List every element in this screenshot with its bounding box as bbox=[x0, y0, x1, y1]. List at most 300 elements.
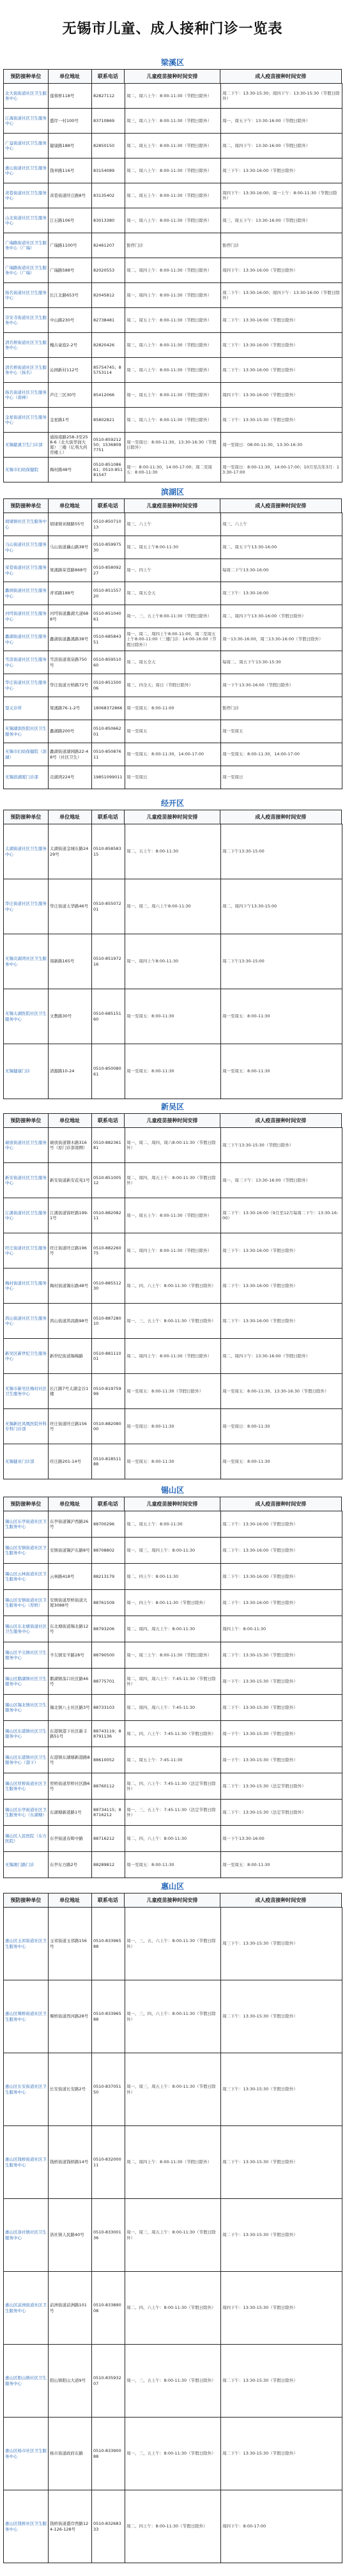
column-header: 预防接种单位 bbox=[4, 70, 49, 83]
unit-address: 广瑞路588号 bbox=[49, 258, 92, 283]
unit-name: 惠山区长安街道社区卫生服务中心 bbox=[4, 2053, 49, 2126]
table-row bbox=[4, 208, 342, 233]
child-schedule: 周二、周四上午：8:00-11:30（节假日除外） bbox=[125, 258, 221, 283]
contact-phone: 0510-85197216 bbox=[92, 934, 125, 989]
table-row bbox=[4, 1826, 342, 1852]
contact-phone: 88790500 bbox=[92, 1642, 125, 1669]
contact-phone: 0510-83390088 bbox=[92, 2418, 125, 2490]
child-schedule: 周三、四全天；周日（节假日除外） bbox=[125, 674, 221, 697]
column-header: 单位地址 bbox=[49, 70, 92, 83]
child-schedule: 周二、周五上午：8:00-11:30 bbox=[125, 1511, 221, 1538]
column-header: 联系电话 bbox=[92, 1497, 125, 1511]
contact-phone: 85802821 bbox=[92, 408, 125, 433]
unit-name: 硕放街道社区卫生服务中心 bbox=[4, 1128, 49, 1163]
unit-name: 惠山街道社区卫生服务中心 bbox=[4, 158, 49, 183]
table-row bbox=[4, 1339, 342, 1374]
unit-name: 旺庄街道社区卫生服务中心 bbox=[4, 1233, 49, 1269]
contact-phone: 0510-83268333 bbox=[92, 2490, 125, 2563]
adult-schedule: 周二下午：13:30-16:00（节假日除外） bbox=[221, 358, 342, 383]
district-name: 新吴区 bbox=[160, 1102, 184, 1111]
unit-name: 山北街道社区卫生服务中心 bbox=[4, 208, 49, 233]
table-row bbox=[4, 1564, 342, 1590]
adult-schedule: 每周二下午13:30-16:00 bbox=[221, 559, 342, 582]
contact-phone: 88760112 bbox=[92, 1773, 125, 1800]
unit-name: 锡山区人民医院（东方医院） bbox=[4, 1826, 49, 1852]
unit-address: 金星路1号 bbox=[49, 408, 92, 433]
table-row bbox=[4, 258, 342, 283]
column-header: 成人疫苗接种时间安排 bbox=[255, 503, 307, 509]
adult-schedule: 周一下午13:30-16:00（节假日除外） bbox=[221, 674, 342, 697]
contact-phone: 0510-83396588 bbox=[92, 1908, 125, 1980]
table-header bbox=[3, 1893, 342, 1907]
adult-schedule: 周三下午：13:30-15:30（节假日除外） bbox=[221, 1908, 342, 1980]
clinic-table bbox=[3, 513, 342, 789]
table-row bbox=[4, 2345, 342, 2418]
adult-schedule: 周二下午：13:30-16:00（节假日除外） bbox=[221, 1564, 342, 1590]
unit-name: 无锡慈溪卫生门诊部 bbox=[4, 433, 49, 458]
unit-name: 惠山区玉祁街道社区卫生服务中心 bbox=[4, 1908, 49, 1980]
unit-name: 华庄街道社区卫生服务中心 bbox=[4, 674, 49, 697]
adult-schedule: 周二下午：13:30-15:30（节假日除外） bbox=[221, 408, 342, 433]
unit-address: 太湖街道金城东路2429号 bbox=[49, 824, 92, 879]
unit-name: 广瑞路街道社区卫生服务中心（广瑞） bbox=[4, 258, 49, 283]
unit-address: 东亭街道春晖中路 bbox=[49, 1826, 92, 1852]
contact-phone: 82461207 bbox=[92, 233, 125, 258]
column-header: 儿童疫苗接种时间安排 bbox=[125, 1893, 220, 1907]
table-row bbox=[4, 84, 342, 109]
unit-name: 锡山区云林街道社区卫生服务中心 bbox=[4, 1564, 49, 1590]
table-row bbox=[4, 1669, 342, 1695]
child-schedule: 周二、周四、周五上午：8:00-11:30（节假日除外） bbox=[125, 1163, 221, 1198]
table-row bbox=[4, 513, 342, 536]
contact-phone: 82850150 bbox=[92, 134, 125, 158]
adult-schedule: 周四下午：13:30-16:00（节假日除外） bbox=[221, 258, 342, 283]
child-schedule: 周二、四上午：8:00-11:30 bbox=[125, 1564, 221, 1590]
unit-name: 惠山区洛社镇社区卫生服务中心 bbox=[4, 2199, 49, 2272]
child-schedule: 周一、周三、周五上午：8:00-11:30（节假日除外） bbox=[125, 2053, 221, 2126]
adult-schedule: 周一至周日 bbox=[221, 766, 342, 789]
adult-schedule: 周二下午：13:30-16:00（节假日除外） bbox=[221, 1511, 342, 1538]
unit-address: 锡北镇八士社区路3号 bbox=[49, 1695, 92, 1721]
contact-phone: 18068372866 bbox=[92, 697, 125, 720]
contact-phone: 0510-85951060 bbox=[92, 651, 125, 674]
column-header: 单位地址 bbox=[49, 1114, 92, 1127]
contact-phone: 88733103 bbox=[92, 1695, 125, 1721]
unit-address: 健康路188号 bbox=[49, 134, 92, 158]
unit-address: 厚桥街道厚桥社区路6号 bbox=[49, 1773, 92, 1800]
column-header: 预防接种单位 bbox=[4, 810, 49, 824]
child-schedule: 周一、周四上午8:00-11:30 bbox=[125, 934, 221, 989]
table-row bbox=[4, 2126, 342, 2199]
unit-name: 惠山区钱桥社区卫生服务中心 bbox=[4, 2490, 49, 2563]
unit-name: 新吴区新世纪卫生服务中心 bbox=[4, 1339, 49, 1374]
unit-address: 广瑞路1100号 bbox=[49, 233, 92, 258]
contact-phone: 85412066 bbox=[92, 383, 125, 408]
child-schedule: 周二、周四、周六上午：7:45-11:30 bbox=[125, 1695, 221, 1721]
child-schedule: 周一至周五：8:00-11:30 bbox=[125, 1044, 221, 1099]
contact-phone: 0510-85087611 bbox=[92, 743, 125, 766]
contact-phone: 0510-85071013 bbox=[92, 513, 125, 536]
adult-schedule: 周二下午：13:30-16:00；周四下午：13:30-16:00（节假日除外） bbox=[221, 283, 342, 308]
table-row bbox=[4, 1852, 342, 1878]
child-schedule: 周二、周六上午：8:00-11:30（节假日除外） bbox=[125, 358, 221, 383]
unit-address: 蠡湖路200号 bbox=[49, 720, 92, 743]
child-schedule: 周二、四、六上午：8:00-11:30（节假日除外） bbox=[125, 2272, 221, 2345]
table-row bbox=[4, 1233, 342, 1269]
table-row bbox=[4, 824, 342, 879]
adult-schedule: 周三下午：13:30-16:00（节假日除外） bbox=[221, 1233, 342, 1269]
adult-schedule: 暂停门诊 bbox=[221, 233, 342, 258]
adult-schedule: 周四下午：13:30-16:00；周一上午：8:00-11:30（节假日除外） bbox=[221, 183, 342, 208]
contact-phone: 0510-68515160 bbox=[92, 989, 125, 1044]
table-row bbox=[4, 158, 342, 183]
child-schedule: 周二、周五上午：8:00-11:30（节假日除外） bbox=[125, 183, 221, 208]
contact-phone: 82020553 bbox=[92, 258, 125, 283]
unit-name: 鸿山街道社区卫生服务中心 bbox=[4, 1304, 49, 1339]
table-row bbox=[4, 1044, 342, 1099]
child-schedule: 暂停门诊 bbox=[125, 233, 221, 258]
district-section bbox=[0, 1879, 345, 2563]
unit-name: 蠡园街道社区卫生服务中心 bbox=[4, 582, 49, 605]
adult-schedule: 周二、周四下午：13:30-16:00（节假日除外） bbox=[221, 1339, 342, 1374]
unit-address: 长江路7号太湖金谷1楼 bbox=[49, 1374, 92, 1409]
adult-schedule: 周二下午：13:30-15:30（节假日除外） bbox=[221, 2126, 342, 2199]
adult-schedule: 周一至周五：8:00-11:30、13:30-16:30（节假日除外） bbox=[221, 1374, 342, 1409]
child-schedule: 周一、周六上午：8:00-11:30（节假日除外） bbox=[125, 208, 221, 233]
table-row bbox=[4, 934, 342, 989]
child-schedule: 周一至周日：8:00-11:30 bbox=[125, 1409, 221, 1444]
contact-phone: 0510-85997530 bbox=[92, 536, 125, 559]
contact-phone: 0510-88236181 bbox=[92, 1128, 125, 1163]
contact-phone: 0510-88111001 bbox=[92, 1339, 125, 1374]
child-schedule: 周一、三、五、六上午：8:00-11:30（节假日除外） bbox=[125, 1908, 221, 1980]
unit-address: 旺庄路201-14号 bbox=[49, 1444, 92, 1479]
contact-phone: 88213179 bbox=[92, 1564, 125, 1590]
child-schedule: 周二、周四上午：8:00-11:30（节假日除外） bbox=[125, 2126, 221, 2199]
unit-address: 马山街道藕山路38号 bbox=[49, 536, 92, 559]
child-schedule: 周二、周五上午：8:00-11:30（节假日除外） bbox=[125, 308, 221, 333]
child-schedule: 周一、周二、周四、周六8:00-11:30（节假日除外） bbox=[125, 1128, 221, 1163]
child-schedule: 周一至周五：8:00-11:30 bbox=[125, 1852, 221, 1878]
table-row bbox=[4, 743, 342, 766]
adult-schedule: 周二下午：13:30-15:30（节假日除外） bbox=[221, 2345, 342, 2418]
unit-address: 清源路10-24 bbox=[49, 1044, 92, 1099]
column-header: 成人疫苗接种时间安排 bbox=[255, 1501, 307, 1507]
child-schedule: 周二、四上午：8:00-11:30（节假日除外） bbox=[125, 2490, 221, 2563]
contact-phone: 83154089 bbox=[92, 158, 125, 183]
adult-schedule: 周四上午：8:00-11:30 bbox=[221, 1616, 342, 1642]
adult-schedule: 周一至周五：8:00-11:30，14:00-17:00 bbox=[221, 743, 342, 766]
child-schedule: 周一、三、四、六上午：8:00-11:30（节假日除外） bbox=[125, 1980, 221, 2053]
table-row bbox=[4, 2418, 342, 2490]
table-row bbox=[4, 109, 342, 134]
unit-address: 堰桥街道西河路28号 bbox=[49, 1980, 92, 2053]
adult-schedule: 周二下午13:30-15:00 bbox=[221, 824, 342, 879]
unit-name: 金星街道社区卫生服务中心 bbox=[4, 408, 49, 433]
unit-address: 阳山镇阳山大道9号 bbox=[49, 2345, 92, 2418]
adult-schedule: 周二下午：13:30-16:00（节假日除外） bbox=[221, 308, 342, 333]
adult-schedule: 周二下午：13:30-15:30；周四下午：13:30-15:30（节假日除外） bbox=[221, 84, 342, 109]
table-row bbox=[4, 2490, 342, 2563]
unit-name: 蠡湖街道社区卫生服务中心 bbox=[4, 628, 49, 651]
child-schedule: 周二、周五全天 bbox=[125, 651, 221, 674]
unit-name: 无锡健康门诊 bbox=[4, 1044, 49, 1099]
adult-schedule: 周二下午：13:30-16:00（节假日除外） bbox=[221, 1590, 342, 1616]
adult-schedule: 周三、六上午 bbox=[221, 513, 342, 536]
table-row bbox=[4, 1773, 342, 1800]
table-row bbox=[4, 2272, 342, 2345]
child-schedule: 周一、周五上午：8:00-11:30（节假日除外） bbox=[125, 383, 221, 408]
child-schedule: 周二、周四、周六上午：7:45-11:30（节假日除外） bbox=[125, 1669, 221, 1695]
unit-address: 硕放街道钢木路316号（原门诊部南侧） bbox=[49, 1128, 92, 1163]
adult-schedule: 周二、周四下午：13:30-16:00（节假日除外） bbox=[221, 134, 342, 158]
child-schedule: 周一至周日 bbox=[125, 766, 221, 789]
table-row bbox=[4, 1374, 342, 1409]
unit-address: 雪浪街道南泉路750号 bbox=[49, 651, 92, 674]
table-row bbox=[4, 766, 342, 789]
child-schedule: 周一、周三、周四上午：8:00-11:30 bbox=[125, 1538, 221, 1564]
unit-name: 无锡湖滨医院社区卫生服务中心 bbox=[4, 720, 49, 743]
child-schedule: 周一、三、五上午：8:00-11:30（节假日除外） bbox=[125, 2345, 221, 2418]
table-row bbox=[4, 697, 342, 720]
table-row bbox=[4, 1642, 342, 1669]
child-schedule: 周一、周三上午：8:00-11:30（节假日除外） bbox=[125, 1642, 221, 1669]
unit-address: 青祁路188号 bbox=[49, 582, 92, 605]
unit-name: 锡山区东港镇社区卫生服务中心 bbox=[4, 1721, 49, 1747]
adult-schedule: 周一至周五：8:00-11:30 bbox=[221, 1852, 342, 1878]
contact-phone: 88700296 bbox=[92, 1511, 125, 1538]
unit-address: 贡湖湾224号 bbox=[49, 766, 92, 789]
table-row bbox=[4, 358, 342, 383]
unit-address: 胡埭镇刘塘路55号 bbox=[49, 513, 92, 536]
district-section bbox=[0, 796, 345, 1099]
table-row bbox=[4, 383, 342, 408]
table-row bbox=[4, 1409, 342, 1444]
adult-schedule: 周四下午：8:00-17:00 bbox=[221, 2490, 342, 2563]
adult-schedule: 周三下午13:30-15:30（节假日除外） bbox=[221, 1128, 342, 1163]
child-schedule: 周三、六上午 bbox=[125, 513, 221, 536]
adult-schedule: 周一至周五：8:00-11:30 bbox=[221, 989, 342, 1044]
unit-address: 长安街道长安路2号 bbox=[49, 2053, 92, 2126]
table-row bbox=[4, 333, 342, 358]
unit-address: 杨市街道政府东路 bbox=[49, 2418, 92, 2490]
table-row bbox=[4, 1616, 342, 1642]
unit-address: 旺庄街道旺庄路156号 bbox=[49, 1409, 92, 1444]
unit-address: 华庄街道方桥路72号 bbox=[49, 674, 92, 697]
contact-phone: 83710869 bbox=[92, 109, 125, 134]
unit-name: 河埒街道社区卫生服务中心 bbox=[4, 605, 49, 628]
adult-schedule: 周二下午：13:30-15:30（法定节假日除外） bbox=[221, 1800, 342, 1826]
contact-phone: 0510-83200011 bbox=[92, 2126, 125, 2199]
column-header: 儿童疫苗接种时间安排 bbox=[125, 1497, 220, 1511]
unit-name: 清名桥街道社区卫生服务中心（扬名） bbox=[4, 358, 49, 383]
unit-address: 江溪街道锦旺路199-1号 bbox=[49, 1198, 92, 1233]
contact-phone: 0510-83300136 bbox=[92, 2199, 125, 2272]
unit-name: 广瑞路街道社区卫生服务中心（广瑞） bbox=[4, 233, 49, 258]
adult-schedule: 暂停门诊 bbox=[221, 697, 342, 720]
child-schedule: 周一、周二、周四上午8:00-11:00，周二至周五上午8:00-11:00（三楼门诊：14:00-16:00（节假日除外）） bbox=[125, 628, 221, 651]
unit-name: 新安街道社区卫生服务中心 bbox=[4, 1163, 49, 1198]
unit-address: 东亭街道锡沪西路26号 bbox=[49, 1511, 92, 1538]
unit-name: 华庄街道社区卫生服务中心 bbox=[4, 879, 49, 934]
unit-address: 东港镇港下社区新丰路51号 bbox=[49, 1721, 92, 1747]
column-header: 儿童疫苗接种时间安排 bbox=[125, 810, 220, 824]
unit-name: 无锡市妇幼保健院 bbox=[4, 458, 49, 482]
unit-name: 无锡市妇幼保健院（滨湖） bbox=[4, 743, 49, 766]
adult-schedule: 周二下午：13:30-15:30（法定节假日除外） bbox=[221, 1773, 342, 1800]
adult-schedule: 周二下午：13:30-16:00（节假日除外） bbox=[221, 1304, 342, 1339]
contact-phone: 0510-83396588 bbox=[92, 1980, 125, 2053]
district-name: 经开区 bbox=[160, 798, 184, 808]
unit-name: 无锡太湖医院社区卫生服务中心 bbox=[4, 989, 49, 1044]
unit-address: 鹅湖镇荡口社区路46号 bbox=[49, 1669, 92, 1695]
unit-name: 荣巷街道社区卫生服务中心 bbox=[4, 559, 49, 582]
table-row bbox=[4, 1128, 342, 1163]
unit-name: 崇安寺街道社区卫生服务中心 bbox=[4, 308, 49, 333]
column-header: 单位地址 bbox=[49, 499, 92, 513]
district-name: 滨湖区 bbox=[160, 487, 184, 497]
unit-name: 太湖街道社区卫生服务中心 bbox=[4, 824, 49, 879]
column-header: 联系电话 bbox=[92, 810, 125, 824]
contact-phone: 0510-68584351 bbox=[92, 628, 125, 651]
column-header: 单位地址 bbox=[49, 1497, 92, 1511]
column-header: 联系电话 bbox=[92, 1114, 125, 1127]
unit-name: 无锡新区凤凰医院外科专科门诊部 bbox=[4, 1409, 49, 1444]
unit-address: 文教路30号 bbox=[49, 989, 92, 1044]
child-schedule: 周一、三、五上午8:00-11:30（节假日除外） bbox=[125, 605, 221, 628]
unit-address: 黄巷街道旺庄路8号 bbox=[49, 183, 92, 208]
column-header: 成人疫苗接种时间安排 bbox=[255, 1897, 307, 1903]
contact-phone: 0510-83593207 bbox=[92, 2345, 125, 2418]
column-header: 单位地址 bbox=[49, 810, 92, 824]
unit-name: 锡山区安镇街道社区卫生服务中心 bbox=[4, 1538, 49, 1564]
adult-schedule: 周一、周五下午：13:30-16:00（节假日除外） bbox=[221, 109, 342, 134]
child-schedule: 周一至周五 bbox=[125, 720, 221, 743]
contact-phone: 82820426 bbox=[92, 333, 125, 358]
contact-phone: 88716212 bbox=[92, 1826, 125, 1852]
table-header bbox=[3, 810, 342, 824]
unit-address: 梁溪路76-1-2号 bbox=[49, 697, 92, 720]
unit-address: 莲蓉桥118号 bbox=[49, 84, 92, 109]
adult-schedule: 周一下午：13:30-15:30（节假日除外） bbox=[221, 1721, 342, 1747]
unit-name: 望义诊所 bbox=[4, 697, 49, 720]
unit-address: 旺庄街道旺庄路196号 bbox=[49, 1233, 92, 1269]
adult-schedule: 周三下午：13:30-15:30（节假日除外） bbox=[221, 2053, 342, 2126]
district-name: 惠山区 bbox=[160, 1881, 184, 1891]
unit-name: 惠山区阳山镇社区卫生服务中心 bbox=[4, 2345, 49, 2418]
child-schedule: 周一至周五：8:00-11:30，14:00-17:00 bbox=[125, 743, 221, 766]
adult-schedule: 周一、周三下午：13:30-16:00（节假日除外） bbox=[221, 1163, 342, 1198]
district-section bbox=[0, 484, 345, 796]
adult-schedule: 周一下午：13:30-15:30（节假日除外） bbox=[221, 1747, 342, 1773]
column-header: 成人疫苗接种时间安排 bbox=[255, 1118, 307, 1123]
table-row bbox=[4, 1908, 342, 1980]
table-row bbox=[4, 233, 342, 258]
child-schedule: 周二、周四上午：8:00-11:30（节假日除外） bbox=[125, 1233, 221, 1269]
contact-phone: 88610052 bbox=[92, 1747, 125, 1773]
unit-address: 安镇街道厚桥街道大厦3088号 bbox=[49, 1590, 92, 1616]
contact-phone: 0510-85108661；0510-85181547 bbox=[92, 458, 125, 482]
contact-phone: 19851099011 bbox=[92, 766, 125, 789]
unit-name: 锡山区东港镇社区卫生服务中心（港下） bbox=[4, 1747, 49, 1773]
unit-address: 梁溪路荣巷路868号 bbox=[49, 559, 92, 582]
child-schedule: 周二、五上午：8:00-11:30 bbox=[125, 824, 221, 879]
child-schedule: 周一至周日：8:00-11:30、13:30-16:30（节假日除外） bbox=[125, 433, 221, 458]
contact-phone: 0510-85809227 bbox=[92, 559, 125, 582]
table-header bbox=[3, 1497, 342, 1511]
column-header: 预防接种单位 bbox=[4, 499, 49, 513]
child-schedule: 周二、周五全天 bbox=[125, 582, 221, 605]
adult-schedule: 周一至周日：8:00-11:30，14:00-17:00；10月至次年3月：13:30-17:00 bbox=[221, 458, 342, 482]
table-row bbox=[4, 559, 342, 582]
unit-name: 胡埭镇社区卫生服务中心 bbox=[4, 513, 49, 536]
contact-phone: 0510-88208000 bbox=[92, 1409, 125, 1444]
clinic-table bbox=[3, 824, 342, 1099]
table-row bbox=[4, 674, 342, 697]
child-schedule: 周二、周四上午：8:00-11:30（节假日除外） bbox=[125, 1339, 221, 1374]
column-header: 预防接种单位 bbox=[4, 1893, 49, 1907]
adult-schedule: 周一至周日：08:00-11:30、13:30-16:30 bbox=[221, 433, 342, 458]
contact-phone: 88761509 bbox=[92, 1590, 125, 1616]
child-schedule: 周三、周六上午：8:00-11:30（节假日除外） bbox=[125, 109, 221, 134]
unit-address: 新世纪街道锡梅路 bbox=[49, 1339, 92, 1374]
child-schedule: 周三、周六上午：8:00-11:30（节假日除外） bbox=[125, 333, 221, 358]
table-row bbox=[4, 308, 342, 333]
column-header: 儿童疫苗接种时间安排 bbox=[125, 70, 220, 83]
child-schedule: 周一：8:00-11:30，14:00-17:00；周二至周五：8:00-11:30 bbox=[125, 458, 221, 482]
child-schedule: 周二、周五上午：8:00-11:30（节假日除外） bbox=[125, 134, 221, 158]
table-row bbox=[4, 2199, 342, 2272]
table-row bbox=[4, 1163, 342, 1198]
contact-phone: 0510-88551230 bbox=[92, 1269, 125, 1304]
table-row bbox=[4, 582, 342, 605]
table-row bbox=[4, 2053, 342, 2126]
unit-address: 长江北路653号 bbox=[49, 283, 92, 308]
table-row bbox=[4, 989, 342, 1044]
table-row bbox=[4, 1800, 342, 1826]
adult-schedule: 周一13:30-16:00，周三13:30-16:00（节假日除外） bbox=[221, 628, 342, 651]
contact-phone: 0510-81975999 bbox=[92, 1374, 125, 1409]
adult-schedule: 周二下午：13:30-15:30（节假日除外） bbox=[221, 1980, 342, 2053]
contact-phone: 88289812 bbox=[92, 1852, 125, 1878]
unit-name: 锡山区鹅湖镇社区卫生服务中心 bbox=[4, 1669, 49, 1695]
unit-address: 安镇街道锡沪东路8号 bbox=[49, 1538, 92, 1564]
unit-address: 新安街道新安花苑1号 bbox=[49, 1163, 92, 1198]
district-section bbox=[0, 55, 345, 484]
column-header: 儿童疫苗接种时间安排 bbox=[125, 1114, 220, 1127]
adult-schedule: 周二下午13:30-15:00 bbox=[221, 934, 342, 989]
child-schedule: 周一至周五：8:00-11:30（节假日除外） bbox=[125, 1374, 221, 1409]
adult-schedule: 周二下午：13:30-15:30（节假日除外） bbox=[221, 2199, 342, 2272]
unit-name: 无锡贡湖湾社区卫生服务中心 bbox=[4, 934, 49, 989]
unit-name: 无锡滨湖厦门诊部 bbox=[4, 766, 49, 789]
table-row bbox=[4, 408, 342, 433]
child-schedule: 周一至周五：8:00-11:30 bbox=[125, 989, 221, 1044]
contact-phone: 83135402 bbox=[92, 183, 125, 208]
unit-name: 黄巷街道社区卫生服务中心 bbox=[4, 183, 49, 208]
adult-schedule: 周二下午：13:30-16:00（9月至12月每周二下午：13:30-16:00） bbox=[221, 1198, 342, 1233]
table-row bbox=[4, 433, 342, 458]
adult-schedule: 周一下午13:30-16:00 bbox=[221, 1826, 342, 1852]
unit-name: 锡山区厚桥街道社区卫生服务中心 bbox=[4, 1773, 49, 1800]
child-schedule: 周二、周五上午：7:45-11:30 bbox=[125, 1747, 221, 1773]
column-header: 联系电话 bbox=[92, 1893, 125, 1907]
column-header: 预防接种单位 bbox=[4, 1497, 49, 1511]
contact-phone: 0510-85066201 bbox=[92, 720, 125, 743]
adult-schedule: 每周二、周五下午13:30-15:30 bbox=[221, 651, 342, 674]
adult-schedule: 周一至周五 bbox=[221, 720, 342, 743]
table-header bbox=[3, 69, 342, 83]
